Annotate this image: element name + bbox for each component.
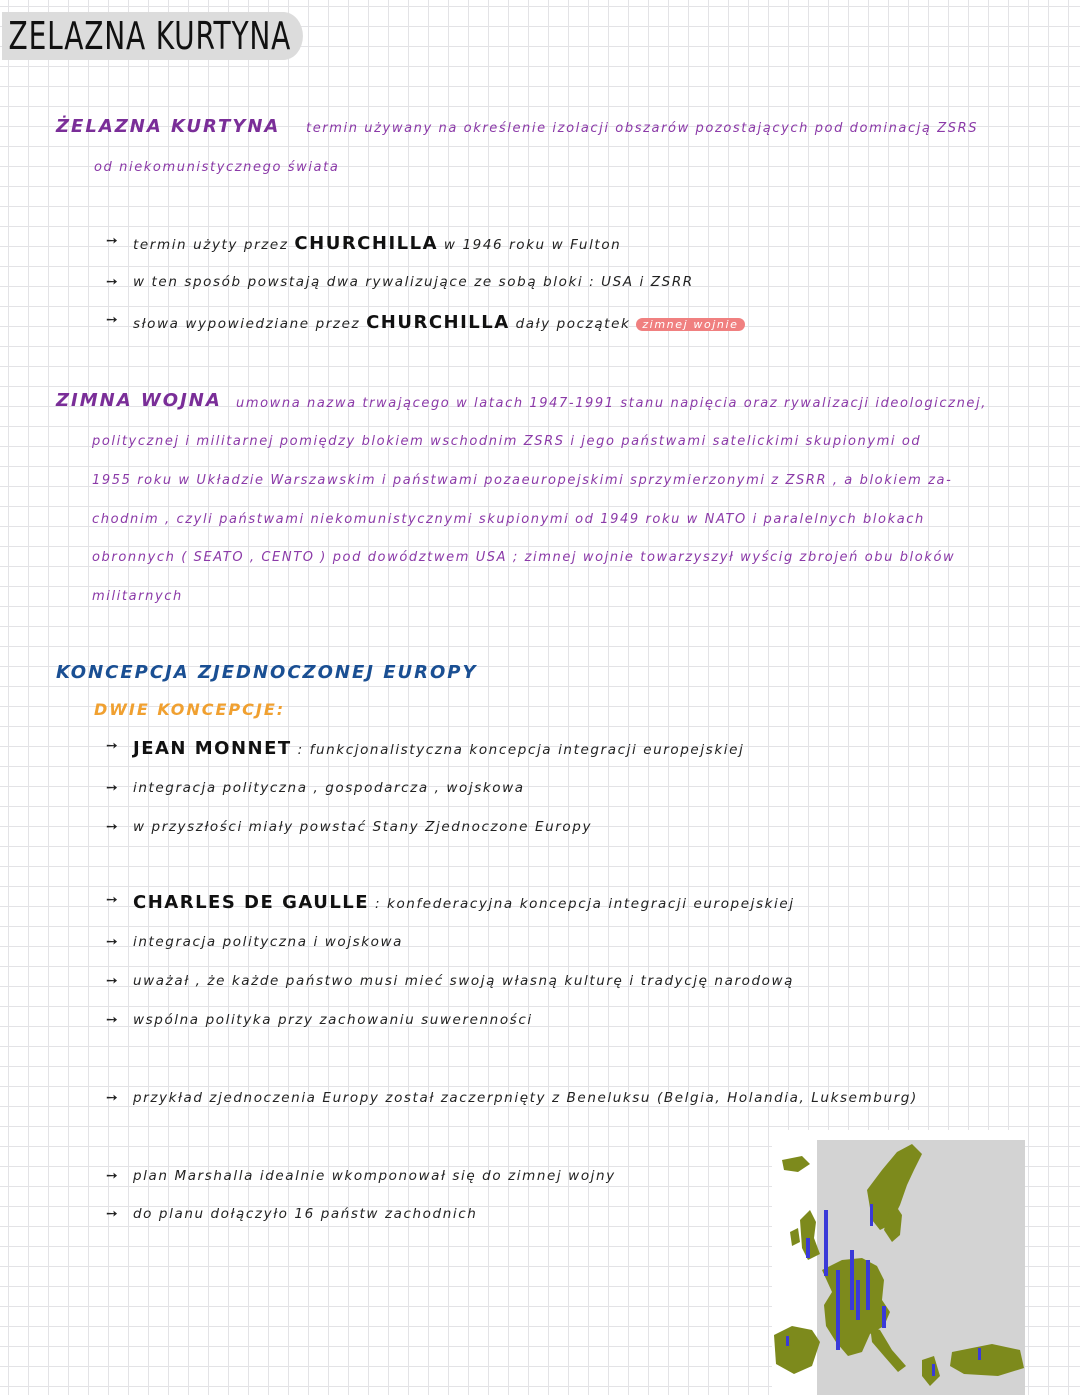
arrow-icon: ➙ (106, 1090, 120, 1106)
arrow-icon: ➙ (106, 934, 120, 950)
page-title: ZELAZNA KURTYNA (2, 12, 303, 60)
arrow-icon: ➙ (106, 233, 120, 249)
cold-war-line-2: politycznej i militarnej pomiędzy blokiem wschodnim ZSRS i jego państwami satelickimi skupionymi od (92, 434, 922, 449)
cold-war-line-3: 1955 roku w Układzie Warszawskim i państwami pozaeuropejskimi sprzymierzonymi z ZSRR , a blokiem za- (92, 473, 953, 488)
gaulle-point-2: ➙ uważał , że każde państwo musi mieć swoją własną kulturę i tradycję narodową (106, 973, 795, 989)
monnet-name: JEAN MONNET (133, 738, 292, 759)
monnet-line: ➙ JEAN MONNET : funkcjonalistyczna koncepcja integracji europejskiej (106, 738, 745, 759)
arrow-icon: ➙ (106, 1168, 120, 1184)
arrow-icon: ➙ (106, 312, 120, 328)
arrow-icon: ➙ (106, 738, 120, 754)
cold-war-line-1: umowna nazwa trwającego w latach 1947-1991 stanu napięcia oraz rywalizacji ideologicznej, (236, 396, 987, 411)
monnet-point-2: ➙ w przyszłości miały powstać Stany Zjednoczone Europy (106, 819, 593, 835)
gaulle-line: ➙ CHARLES DE GAULLE : konfederacyjna koncepcja integracji europejskiej (106, 892, 795, 913)
arrow-icon: ➙ (106, 1206, 120, 1222)
heading-koncepcja: KONCEPCJA ZJEDNOCZONEJ EUROPY (56, 662, 478, 683)
cold-war-line-6: militarnych (92, 589, 183, 604)
subheading-dwie-koncepcje: DWIE KONCEPCJE: (94, 700, 286, 719)
definition-line-1: termin używany na określenie izolacji obszarów pozostających pod dominacją ZSRS (306, 121, 979, 136)
cold-war-line-4: chodnim , czyli państwami niekomunistycznymi skupionymi od 1949 roku w NATO i paralelnych blokach (92, 512, 925, 527)
bullet-churchill-words: ➙ słowa wypowiedziane przez CHURCHILLA dały początek zimnej wojnie (0, 312, 1080, 336)
term-zelazna-kurtyna: ŻELAZNA KURTYNA (56, 116, 281, 137)
marshall-line-1: ➙ plan Marshalla idealnie wkomponował się do zimnej wojny (106, 1168, 616, 1184)
arrow-icon: ➙ (106, 780, 120, 796)
cold-war-line-5: obronnych ( SEATO , CENTO ) pod dowództwem USA ; zimnej wojnie towarzyszył wyścig zbrojeń obu bloków (92, 550, 956, 565)
monnet-point-1: ➙ integracja polityczna , gospodarcza , wojskowa (106, 780, 525, 796)
marshall-line-2: ➙ do planu dołączyło 16 państw zachodnich (106, 1206, 478, 1222)
arrow-icon: ➙ (106, 1012, 120, 1028)
definition-line-2: od niekomunistycznego świata (94, 160, 340, 175)
arrow-icon: ➙ (106, 819, 120, 835)
bullet-churchill-1946: ➙ termin użyty przez CHURCHILLA w 1946 roku w Fulton (106, 233, 622, 254)
benelux-line: ➙ przykład zjednoczenia Europy został zaczerpnięty z Beneluksu (Belgia, Holandia, Luksemburg) (106, 1090, 918, 1106)
arrow-icon: ➙ (106, 892, 120, 908)
highlight-zimnej-wojnie: zimnej wojnie (636, 318, 744, 331)
term-zimna-wojna: ZIMNA WOJNA (56, 390, 222, 411)
bullet-two-blocks: ➙ w ten sposób powstają dwa rywalizujące ze sobą bloki : USA i ZSRR (106, 274, 694, 290)
arrow-icon: ➙ (106, 274, 120, 290)
gaulle-point-1: ➙ integracja polityczna i wojskowa (106, 934, 403, 950)
arrow-icon: ➙ (106, 973, 120, 989)
europe-marshall-plan-map (772, 1130, 1025, 1395)
gaulle-name: CHARLES DE GAULLE (133, 892, 370, 913)
gaulle-point-3: ➙ wspólna polityka przy zachowaniu suwerenności (106, 1012, 533, 1028)
